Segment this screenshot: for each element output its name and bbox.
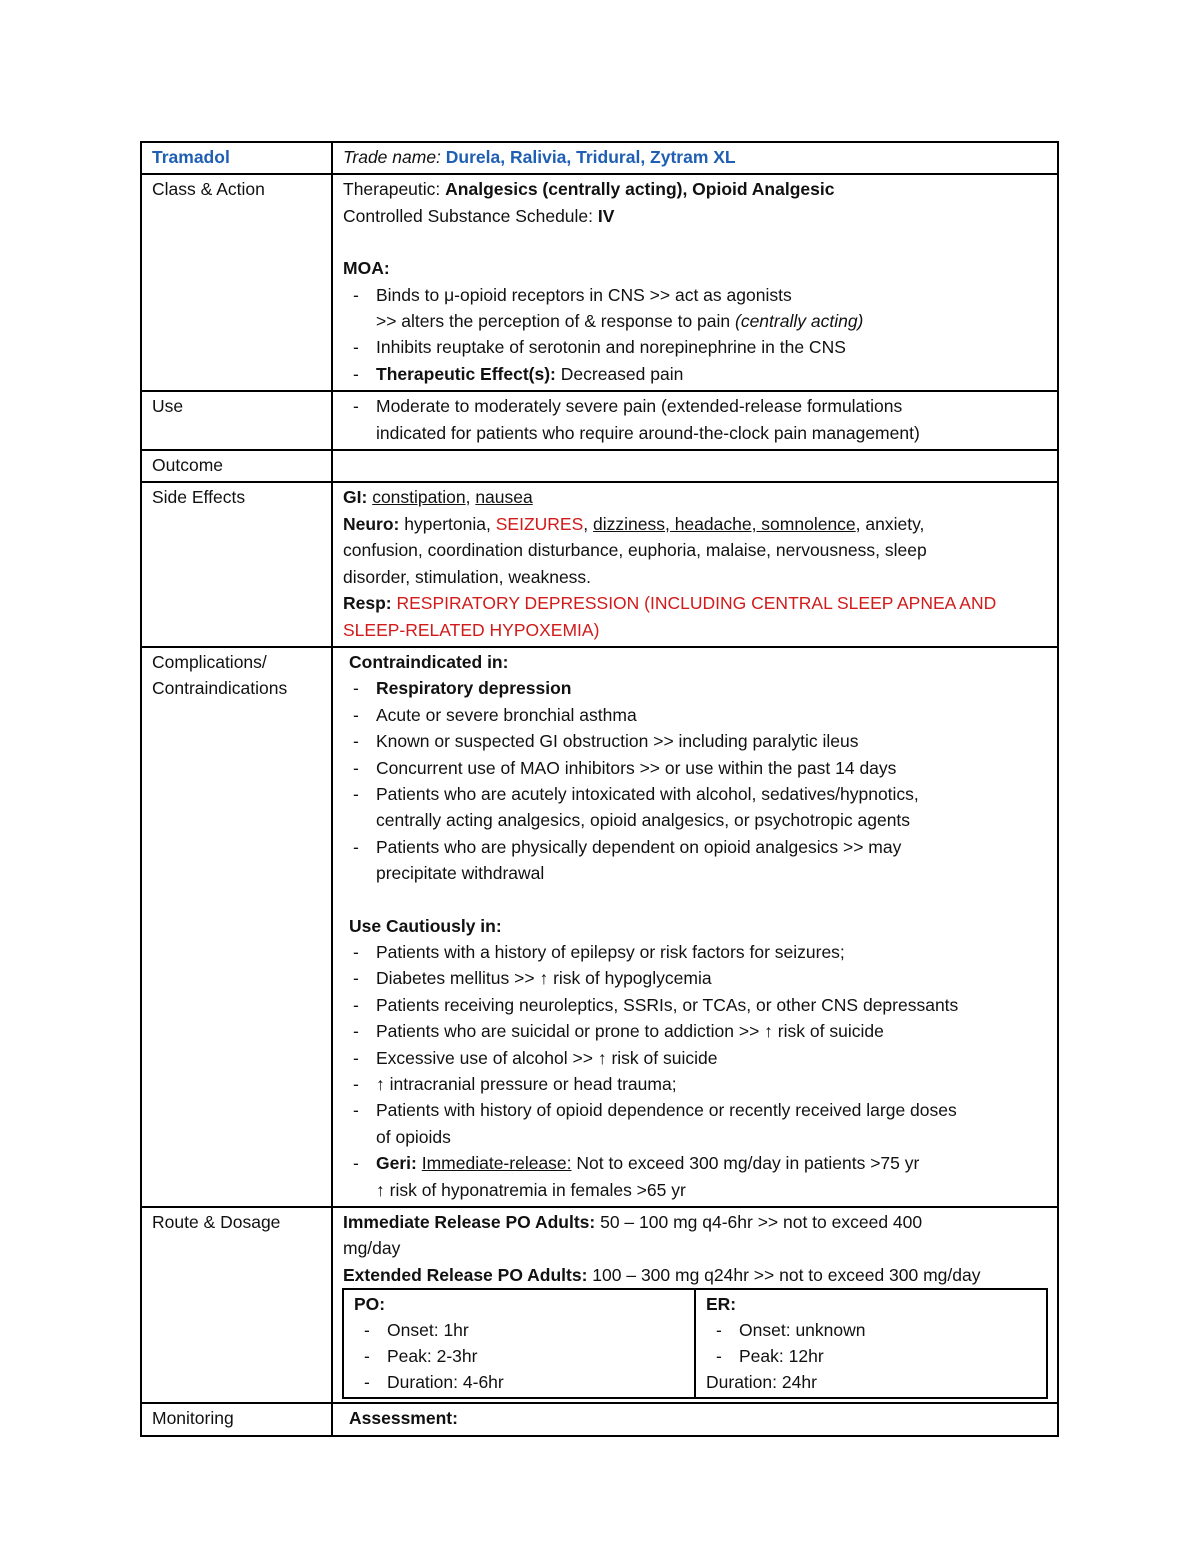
trade-name-label: Trade name: <box>343 147 441 167</box>
monitoring-label: Monitoring <box>141 1403 332 1435</box>
er-heading: ER: <box>706 1294 737 1315</box>
caution-text: risk of suicide <box>611 1047 718 1068</box>
contra-item-text: Respiratory depression <box>376 678 572 699</box>
complications-label <box>141 647 332 1207</box>
list-item <box>354 1343 684 1369</box>
effect-value: Decreased pain <box>560 363 684 384</box>
use-item <box>343 393 1047 446</box>
po-onset-label: Onset: <box>387 1320 439 1341</box>
contra-item-text: centrally acting analgesics, opioid analgesics, or psychotropic agents <box>376 810 911 831</box>
gi-line: GI: constipation, nausea <box>343 487 533 508</box>
po-duration-label: Duration: <box>387 1372 459 1393</box>
geri-label: Geri: <box>376 1153 417 1174</box>
list-item <box>343 1045 1047 1071</box>
er-peak-label: Peak: <box>739 1346 784 1367</box>
po-duration: 4-6hr <box>462 1372 504 1393</box>
complications-label-1: Complications/ <box>152 651 267 672</box>
po-peak: 2-3hr <box>436 1346 478 1367</box>
list-item <box>343 1097 1047 1150</box>
er-value: 100 – 300 mg q24hr >> not to exceed 300 mg/day <box>592 1264 981 1285</box>
geri-ir-label: Immediate-release: <box>421 1153 572 1174</box>
list-item: - Acute or severe bronchial asthma <box>343 702 1047 728</box>
list-item: - Patients with a history of epilepsy or risk factors for seizures; <box>343 939 1047 965</box>
use-content <box>332 391 1058 450</box>
gi-effect: nausea <box>475 487 533 508</box>
moa-effect-item <box>343 361 1047 387</box>
moa-label: MOA: <box>343 258 390 279</box>
resp-effect: RESPIRATORY DEPRESSION (INCLUDING CENTRAL SLEEP APNEA AND <box>396 593 997 614</box>
po-heading: PO: <box>354 1294 386 1315</box>
resp-label: Resp: <box>343 593 392 614</box>
route-label: Route & Dosage <box>141 1207 332 1403</box>
outcome-row <box>141 450 1058 482</box>
caution-text: risk of hyponatremia in females >65 yr <box>389 1179 686 1200</box>
neuro-effect: confusion, coordination disturbance, euphoria, malaise, nervousness, sleep <box>343 540 927 561</box>
moa-subline <box>376 308 1047 334</box>
list-item: - Patients receiving neuroleptics, SSRIs, or TCAs, or other CNS depressants <box>343 992 1047 1018</box>
po-onset: 1hr <box>443 1320 469 1341</box>
resp-effect: SLEEP-RELATED HYPOXEMIA) <box>343 619 600 640</box>
po-cell <box>343 1289 695 1398</box>
up-arrow-icon: ↑ <box>376 1179 385 1200</box>
contra-item-text: precipitate withdrawal <box>376 863 545 884</box>
therapeutic-label: Therapeutic: <box>343 179 441 200</box>
ir-value: 50 – 100 mg q4-6hr >> not to exceed 400 <box>600 1212 923 1233</box>
header-row <box>141 142 1058 174</box>
use-line-1: Moderate to moderately severe pain (extended-release formulations <box>376 396 903 417</box>
assessment-heading: Assessment: <box>349 1408 458 1429</box>
list-item <box>343 965 1047 991</box>
drug-card-table <box>140 141 1059 1437</box>
monitoring-content <box>332 1403 1058 1435</box>
moa-item-text: Binds to μ-opioid receptors in CNS >> act as agonists <box>376 284 792 305</box>
monitoring-row <box>141 1403 1058 1435</box>
gi-label: GI: <box>343 487 368 508</box>
caution-text: Not to exceed 300 mg/day in patients >75 yr <box>576 1153 920 1174</box>
caution-text: intracranial pressure or head trauma; <box>389 1074 677 1094</box>
er-peak: 12hr <box>788 1346 824 1367</box>
schedule-label: Controlled Substance Schedule: <box>343 205 594 226</box>
er-label: Extended Release PO Adults: <box>343 1264 588 1285</box>
moa-subline-italic: (centrally acting) <box>735 311 864 332</box>
caution-text: Excessive use of alcohol >> <box>376 1047 593 1068</box>
er-onset: unknown <box>795 1320 866 1341</box>
side-effects-row <box>141 482 1058 646</box>
therapeutic-line <box>343 176 1047 202</box>
up-arrow-icon: ↑ <box>376 1074 385 1094</box>
outcome-label: Outcome <box>141 450 332 482</box>
class-action-row <box>141 174 1058 391</box>
er-duration-line <box>706 1369 1036 1395</box>
route-content <box>332 1207 1058 1403</box>
complications-content <box>332 647 1058 1207</box>
neuro-underlined: dizziness, headache, somnolence <box>593 513 856 534</box>
use-line-2: indicated for patients who require around-the-clock pain management) <box>376 422 920 443</box>
complications-row <box>141 647 1058 1207</box>
er-duration-label: Duration: <box>706 1372 778 1393</box>
list-item <box>706 1317 1036 1343</box>
caution-text: risk of suicide <box>777 1021 884 1042</box>
list-item <box>343 834 1047 887</box>
schedule-value: IV <box>597 205 615 226</box>
complications-label-2: Contraindications <box>152 678 288 699</box>
gi-effect: constipation <box>372 487 466 508</box>
caution-text: risk of hypoglycemia <box>553 968 712 989</box>
caution-text: Diabetes mellitus >> <box>376 968 535 989</box>
use-cautiously-heading: Use Cautiously in: <box>349 915 502 936</box>
trade-name-cell <box>332 142 1058 174</box>
route-row <box>141 1207 1058 1403</box>
er-line <box>343 1262 1047 1288</box>
ir-line <box>343 1209 1047 1262</box>
po-peak-label: Peak: <box>387 1346 432 1367</box>
caution-text: Patients with history of opioid dependence or recently received large doses <box>376 1100 957 1121</box>
neuro-effect: disorder, stimulation, weakness. <box>343 566 592 587</box>
er-duration: 24hr <box>781 1372 817 1393</box>
list-item <box>354 1369 684 1395</box>
effect-label: Therapeutic Effect(s): <box>376 363 556 384</box>
caution-text: Patients who are suicidal or prone to addiction >> <box>376 1021 760 1042</box>
list-item: - Concurrent use of MAO inhibitors >> or use within the past 14 days <box>343 755 1047 781</box>
contra-item-text: Patients who are physically dependent on opioid analgesics >> may <box>376 836 902 857</box>
class-action-content <box>332 174 1058 391</box>
schedule-line <box>343 203 1047 229</box>
up-arrow-icon: ↑ <box>597 1047 607 1068</box>
class-action-label: Class & Action <box>141 174 332 391</box>
list-item: - Known or suspected GI obstruction >> including paralytic ileus <box>343 728 1047 754</box>
drug-name-cell <box>141 142 332 174</box>
er-cell <box>695 1289 1047 1398</box>
pharmacokinetics-table <box>342 1288 1048 1399</box>
use-label: Use <box>141 391 332 450</box>
moa-item: - Inhibits reuptake of serotonin and norepinephrine in the CNS <box>343 334 1047 360</box>
er-onset-label: Onset: <box>739 1320 791 1341</box>
use-row <box>141 391 1058 450</box>
moa-list <box>343 282 1047 388</box>
contra-item-text: Patients who are acutely intoxicated with alcohol, sedatives/hypnotics, <box>376 783 919 804</box>
neuro-effect: , anxiety, <box>855 513 925 534</box>
ir-label: Immediate Release PO Adults: <box>343 1212 596 1233</box>
list-item <box>343 675 1047 701</box>
side-effects-label: Side Effects <box>141 482 332 646</box>
caution-text: of opioids <box>376 1126 451 1147</box>
moa-item <box>343 282 1047 335</box>
up-arrow-icon: ↑ <box>764 1021 773 1042</box>
ir-value: mg/day <box>343 1238 401 1259</box>
caution-list <box>343 939 1047 1203</box>
therapeutic-value: Analgesics (centrally acting), Opioid Analgesic <box>445 179 835 200</box>
up-arrow-icon: ↑ <box>539 968 549 989</box>
neuro-seizures: SEIZURES <box>495 513 584 534</box>
contraindicated-heading: Contraindicated in: <box>349 651 509 672</box>
list-item <box>343 1071 1047 1097</box>
neuro-effect: hypertonia, <box>404 513 491 534</box>
drug-name: Tramadol <box>152 147 230 167</box>
list-item <box>706 1343 1036 1369</box>
outcome-content <box>332 450 1058 482</box>
contraindicated-list <box>343 675 1047 886</box>
resp-block <box>343 590 1047 643</box>
neuro-block: Neuro: hypertonia, SEIZURES, dizziness, headache, somnolence, anxiety, confusion, coordination disturbance, euphoria, malaise, nervousness, sleep disorder, stimulation, weakness. <box>343 513 927 587</box>
list-item <box>343 1150 1047 1203</box>
neuro-label: Neuro: <box>343 513 400 534</box>
moa-subline-text: >> alters the perception of & response to pain <box>376 311 731 332</box>
list-item <box>343 1018 1047 1044</box>
trade-names: Durela, Ralivia, Tridural, Zytram XL <box>445 147 736 167</box>
list-item <box>343 781 1047 834</box>
list-item <box>354 1317 684 1343</box>
side-effects-content <box>332 482 1058 646</box>
